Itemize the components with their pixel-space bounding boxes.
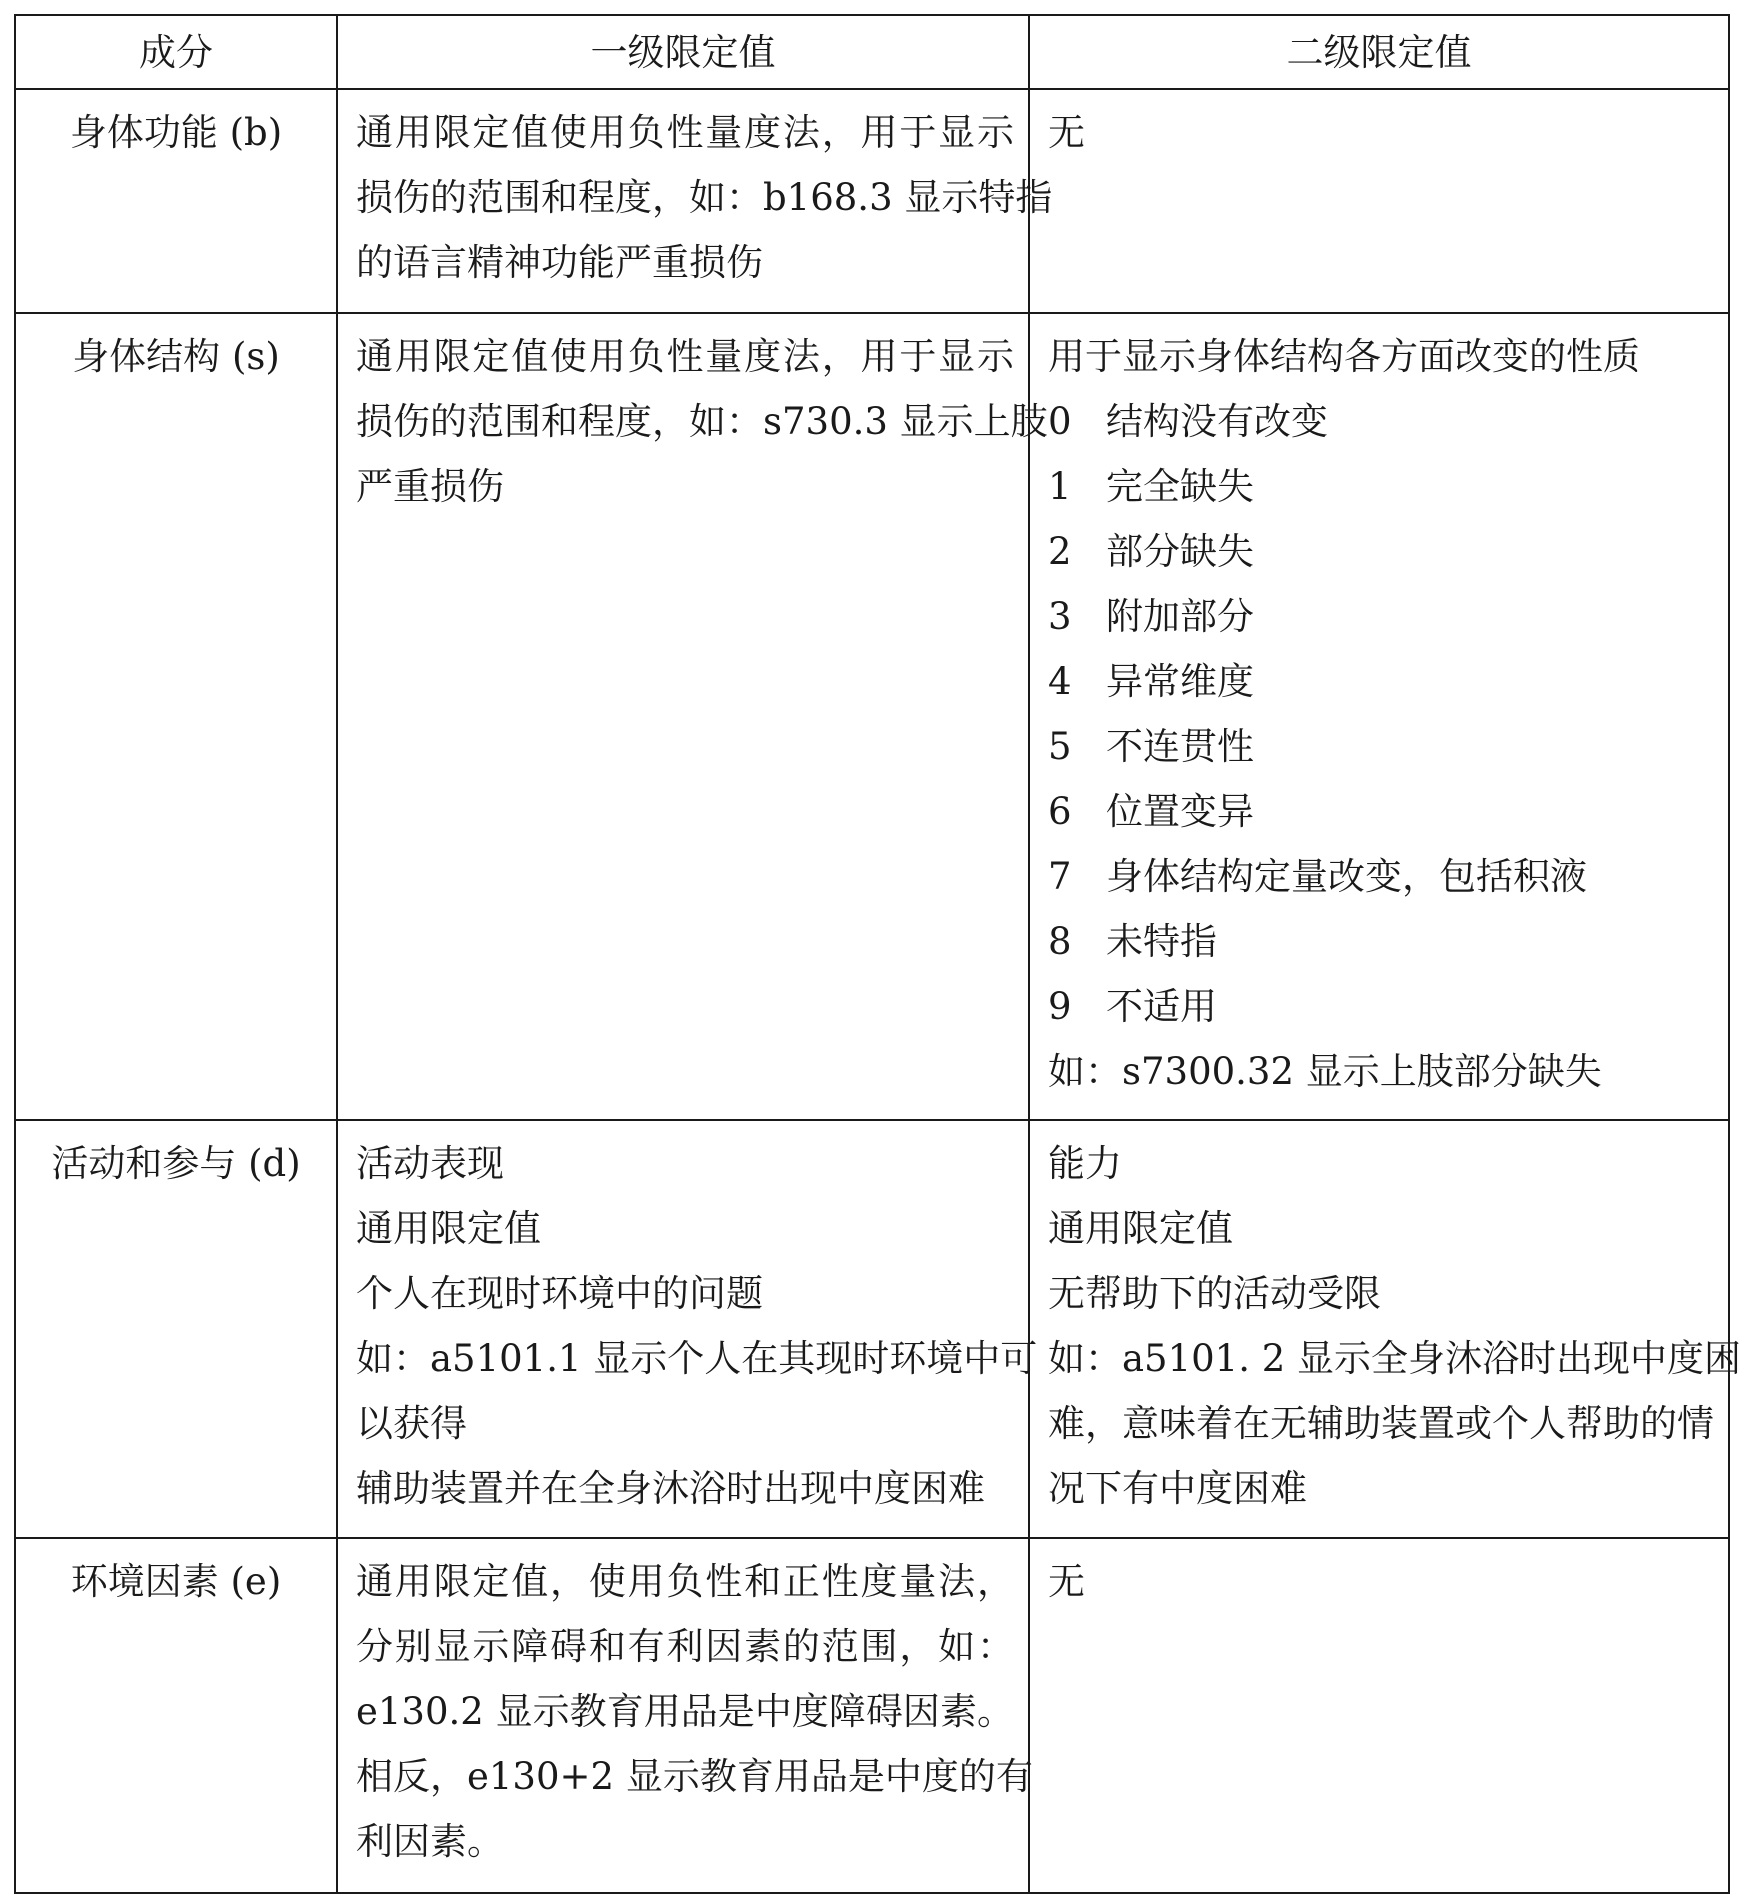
- item-text: 部分缺失: [1106, 530, 1254, 573]
- item-text: 不适用: [1106, 985, 1217, 1028]
- first-qualifier-cell: [337, 313, 1048, 1120]
- first-qualifier-cell: [337, 1538, 1033, 1893]
- cell-line: 能力: [1048, 1142, 1122, 1185]
- item-code: 3: [1048, 595, 1072, 638]
- item-code: 5: [1048, 725, 1072, 768]
- cell-line: 严重损伤: [356, 465, 504, 508]
- component-label: 环境因素 (e): [70, 1560, 282, 1603]
- component-label: 身体功能 (b): [69, 111, 283, 154]
- cell-line: 无: [1048, 111, 1085, 154]
- item-code: 4: [1048, 660, 1072, 703]
- list-item: [1048, 714, 1714, 779]
- icf-qualifier-table: [14, 14, 1742, 1894]
- item-text: 位置变异: [1106, 790, 1254, 833]
- item-code: 9: [1048, 985, 1072, 1028]
- item-text: 结构没有改变: [1106, 400, 1328, 443]
- item-text: 异常维度: [1106, 660, 1254, 703]
- cell-line: 无: [1048, 1560, 1085, 1603]
- cell-line: 如：a5101. 2 显示全身沐浴时出现中度困: [1048, 1337, 1742, 1380]
- item-text: 完全缺失: [1106, 465, 1254, 508]
- component-label: 身体结构 (s): [72, 335, 280, 378]
- list-item: [1048, 454, 1714, 519]
- first-qualifier-cell: [337, 1120, 1038, 1538]
- component-label: 活动和参与 (d): [51, 1142, 301, 1185]
- item-code: 8: [1048, 920, 1072, 963]
- list-item: [1048, 584, 1714, 649]
- cell-line: 辅助装置并在全身沐浴时出现中度困难: [356, 1467, 985, 1510]
- cell-line: 通用限定值: [356, 1207, 541, 1250]
- list-item: [1048, 974, 1714, 1039]
- component-cell: [15, 89, 337, 313]
- table-header-row: [15, 15, 1729, 89]
- table-row: [15, 313, 1729, 1120]
- first-qualifier-cell: [337, 89, 1053, 313]
- cell-line: 分别显示障碍和有利因素的范围，如：: [356, 1625, 1014, 1668]
- item-text: 不连贯性: [1106, 725, 1254, 768]
- item-code: 7: [1048, 855, 1072, 898]
- header-component: 成分: [15, 15, 337, 89]
- list-item: [1048, 909, 1714, 974]
- table-row: [15, 1120, 1729, 1538]
- header-first-qualifier: 一级限定值: [337, 15, 1029, 89]
- component-cell: [15, 313, 337, 1120]
- second-qualifier-cell: [1029, 1120, 1742, 1538]
- cell-line: 个人在现时环境中的问题: [356, 1272, 763, 1315]
- item-code: 6: [1048, 790, 1072, 833]
- item-text: 未特指: [1106, 920, 1217, 963]
- list-item: [1048, 779, 1714, 844]
- cell-line: 如：s7300.32 显示上肢部分缺失: [1048, 1050, 1602, 1093]
- component-cell: [15, 1120, 337, 1538]
- cell-line: 况下有中度困难: [1048, 1467, 1307, 1510]
- list-item: [1048, 389, 1714, 454]
- table-row: [15, 1538, 1729, 1893]
- cell-line: 通用限定值使用负性量度法，用于显示: [356, 335, 1014, 378]
- cell-line: 通用限定值: [1048, 1207, 1233, 1250]
- second-qualifier-cell: [1029, 89, 1729, 313]
- cell-line: 以获得: [356, 1402, 467, 1445]
- cell-line: 无帮助下的活动受限: [1048, 1272, 1381, 1315]
- item-text: 身体结构定量改变，包括积液: [1106, 855, 1587, 898]
- cell-line: 如：a5101.1 显示个人在其现时环境中可: [356, 1337, 1038, 1380]
- item-code: 2: [1048, 530, 1072, 573]
- cell-line: 相反，e130+2 显示教育用品是中度的有: [356, 1755, 1033, 1798]
- second-qualifier-cell: [1029, 1538, 1729, 1893]
- component-cell: [15, 1538, 337, 1893]
- cell-line: 损伤的范围和程度，如：b168.3 显示特指: [356, 176, 1053, 219]
- cell-line: 活动表现: [356, 1142, 504, 1185]
- table-row: [15, 89, 1729, 313]
- cell-line: 通用限定值使用负性量度法，用于显示: [356, 111, 1014, 154]
- header-second-qualifier: 二级限定值: [1029, 15, 1729, 89]
- cell-line: 通用限定值，使用负性和正性度量法，: [356, 1560, 1014, 1603]
- item-code: 0: [1048, 400, 1072, 443]
- item-code: 1: [1048, 465, 1072, 508]
- list-item: [1048, 519, 1714, 584]
- cell-line: 利因素。: [356, 1820, 504, 1863]
- cell-line: e130.2 显示教育用品是中度障碍因素。: [356, 1690, 1014, 1733]
- cell-line: 难，意味着在无辅助装置或个人帮助的情: [1048, 1402, 1714, 1445]
- cell-line: 用于显示身体结构各方面改变的性质: [1048, 335, 1640, 378]
- list-item: [1048, 649, 1714, 714]
- cell-line: 损伤的范围和程度，如：s730.3 显示上肢: [356, 400, 1048, 443]
- item-text: 附加部分: [1106, 595, 1254, 638]
- second-qualifier-cell: [1029, 313, 1729, 1120]
- list-item: [1048, 844, 1714, 909]
- cell-line: 的语言精神功能严重损伤: [356, 241, 763, 284]
